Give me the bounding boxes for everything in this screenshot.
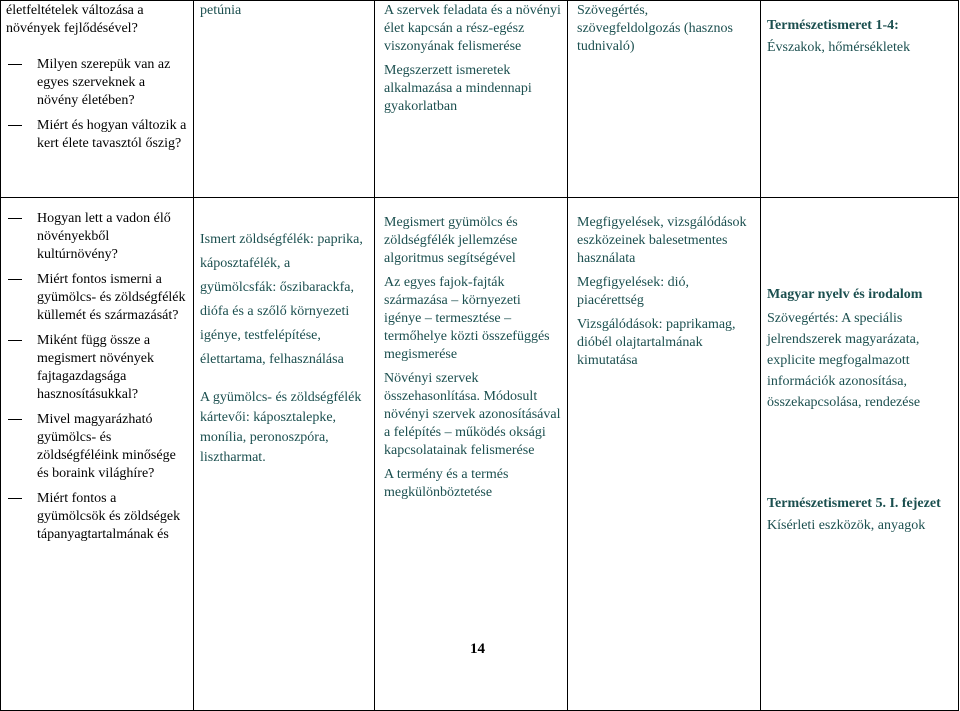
list-item: Milyen szerepük van az egyes szerveknek a növény életében?: [7, 56, 187, 110]
dash-bullet-icon: [8, 218, 22, 219]
list-item: Miért fontos a gyümölcsök és zöldségek tápanyagtartalmának és: [7, 490, 187, 544]
connections-cell: [761, 198, 959, 711]
table-row: [1, 1, 959, 198]
dash-bullet-icon: [8, 64, 22, 65]
list-item: Miért fontos ismerni a gyümölcs- és zöldségfélék küllemét és származását?: [7, 271, 187, 325]
dash-bullet-icon: [8, 340, 22, 341]
subject-text: Kísérleti eszközök, anyagok: [767, 518, 926, 533]
question-list: [7, 56, 187, 153]
skills-cell: [568, 1, 761, 198]
connections-cell: [761, 1, 959, 198]
development-cell: [375, 198, 568, 711]
skills-text: Szövegértés, szövegfeldolgozás (hasznos tudnivaló): [577, 3, 733, 54]
dash-bullet-icon: [8, 419, 22, 420]
content-cell: [194, 1, 375, 198]
dash-bullet-icon: [8, 125, 22, 126]
questions-cell: [1, 198, 194, 711]
skills-text: Megfigyelések: dió, piacérettség: [577, 275, 689, 308]
development-cell: [375, 1, 568, 198]
development-text: Az egyes fajok-fajták származása – környezeti igénye – termesztése – termőhelye közti összefüggés megismerése: [384, 275, 550, 362]
development-text: A szervek feladata és a növényi élet kapcsán a rész-egész viszonyának felismerése: [384, 3, 561, 54]
page-number: 14: [470, 641, 485, 657]
question-continuation: életfeltételek változása a növények fejlődésével?: [6, 3, 144, 36]
question-list: [7, 210, 187, 544]
subject-title: Természetismeret 5. I. fejezet: [767, 496, 941, 511]
development-text: A termény és a termés megkülönböztetése: [384, 467, 509, 500]
content-text: Ismert zöldségfélék: paprika, káposztafélék, a gyümölcsfák: őszibarackfa, diófa és a szőlő környezeti igénye, testfelépítése, élettartama, felhasználása: [200, 232, 363, 367]
skills-text: Megfigyelések, vizsgálódások eszközeinek balesetmentes használata: [577, 215, 747, 266]
subject-text: Szövegértés: A speciális jelrendszerek magyarázata, explicite megfogalmazott információk azonosítása, összekapcsolása, rendezése: [767, 311, 921, 410]
list-item: Miként függ össze a megismert növények fajtagazdagsága hasznosításukkal?: [7, 332, 187, 404]
content-cell: [194, 198, 375, 711]
subject-title: Magyar nyelv és irodalom: [767, 287, 923, 302]
content-text: A gyümölcs- és zöldségfélék kártevői: káposztalepke, monília, peronoszpóra, lisztharmat.: [200, 390, 362, 465]
list-item: Mivel magyarázható gyümölcs- és zöldségféléink minősége és boraink világhíre?: [7, 411, 187, 483]
development-text: Megszerzett ismeretek alkalmazása a mindennapi gyakorlatban: [384, 63, 532, 114]
subject-text: Évszakok, hőmérsékletek: [767, 40, 911, 55]
dash-bullet-icon: [8, 498, 22, 499]
list-item: Miért és hogyan változik a kert élete tavasztól őszig?: [7, 117, 187, 153]
development-text: Megismert gyümölcs és zöldségfélék jellemzése algoritmus segítségével: [384, 215, 518, 266]
table-row: [1, 198, 959, 711]
questions-cell: [1, 1, 194, 198]
list-item: Hogyan lett a vadon élő növényekből kultúrnövény?: [7, 210, 187, 264]
skills-cell: [568, 198, 761, 711]
skills-text: Vizsgálódások: paprikamag, dióbél olajtartalmának kimutatása: [577, 317, 736, 368]
subject-title: Természetismeret 1-4:: [767, 18, 899, 33]
dash-bullet-icon: [8, 279, 22, 280]
content-text: petúnia: [200, 3, 242, 18]
development-text: Növényi szervek összehasonlítása. Módosult növényi szervek azonosításával a felépítés – működés oksági kapcsolatainak felismerése: [384, 371, 561, 458]
